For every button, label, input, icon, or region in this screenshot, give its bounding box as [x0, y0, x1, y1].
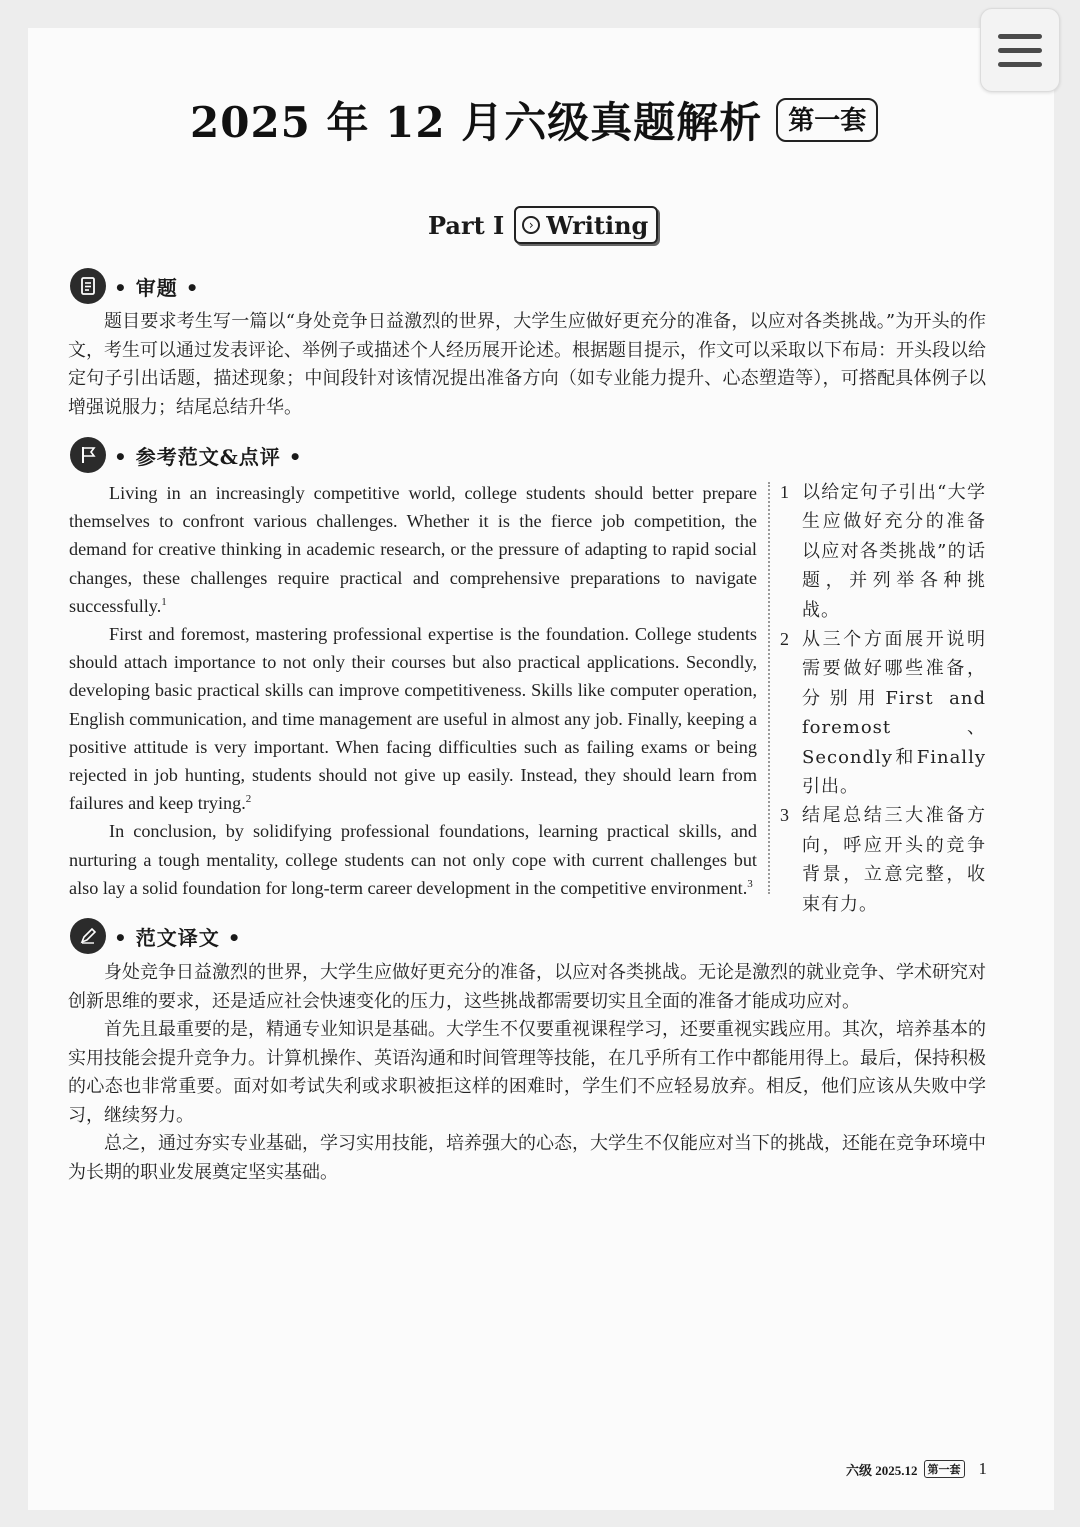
- essay-paragraph-text: Living in an increasingly competitive world, college students should better prepare themselves to confront various challenges. Whether it is the fierce job competition, the demand for creative thinking in academic research, or the pressure of adapting to rapid social changes, these challenges require practical and comprehensive preparations to navigate successfully.: [69, 483, 757, 616]
- note-text: 以给定句子引出“大学生应做好充分的准备以应对各类挑战”的话题，并列举各种挑战。: [802, 482, 986, 621]
- hamburger-menu-icon[interactable]: [980, 8, 1060, 92]
- footer-badge: 第一套: [924, 1460, 965, 1478]
- part-name-box: [514, 206, 658, 244]
- part-label: Part I: [428, 210, 505, 240]
- section-heading-analysis: [70, 268, 200, 304]
- note-ref: 2: [245, 793, 252, 806]
- note-text: 从三个方面展开说明需要做好哪些准备，分别用First and foremost、Secondly和Finally引出。: [802, 629, 986, 798]
- part-name: Writing: [546, 210, 649, 240]
- note-number: 1: [780, 482, 789, 502]
- note-item: [780, 478, 986, 625]
- arrow-right-icon: ›: [522, 216, 540, 234]
- note-item: [780, 625, 986, 801]
- analysis-paragraph: 题目要求考生写一篇以“身处竞争日益激烈的世界，大学生应做好更充分的准备，以应对各类挑战。”为开头的作文，考生可以通过发表评论、举例子或描述个人经历展开论述。根据题目提示，作文可以采取以下布局：开头段以给定句子引出话题，描述现象；中间段针对该情况提出准备方向（如专业能力提升、心态塑造等），可搭配具体例子以增强说服力；结尾总结升华。: [68, 311, 986, 418]
- section-label: • 范文译文 •: [114, 925, 242, 950]
- note-text: 结尾总结三大准备方向，呼应开头的竞争背景，立意完整，收束有力。: [802, 805, 986, 915]
- set-badge: 第一套: [776, 98, 878, 142]
- section-heading-translation: [70, 918, 242, 954]
- translation-paragraph: 首先且最重要的是，精通专业知识是基础。大学生不仅要重视课程学习，还要重视实践应用。其次，培养基本的实用技能会提升竞争力。计算机操作、英语沟通和时间管理等技能，在几乎所有工作中都能用得上。最后，保持积极的心态也非常重要。面对如考试失利或求职被拒这样的困难时，学生们不应轻易放弃。相反，他们应该从失败中学习，继续努力。: [68, 1019, 986, 1126]
- page-title: [190, 90, 878, 150]
- column-divider: [768, 482, 770, 894]
- note-ref: 1: [161, 595, 167, 608]
- essay-paragraph: [69, 620, 757, 817]
- document-icon: [70, 268, 106, 304]
- commentary-notes: [780, 478, 986, 919]
- title-text: 2025 年 12 月六级真题解析: [190, 98, 763, 147]
- note-number: 3: [780, 805, 789, 826]
- page-number: 1: [978, 1459, 987, 1478]
- translation-text: [68, 959, 986, 1187]
- pen-icon: [70, 918, 106, 954]
- note-ref: 3: [747, 877, 753, 890]
- note-number: 2: [780, 629, 789, 650]
- note-item: [780, 801, 986, 919]
- essay-paragraph-text: In conclusion, by solidifying professional foundations, learning practical skills, and nurturing a tough mentality, college students can not only cope with current challenges but also lay a solid foundation for long-term career development in the competitive environment.: [69, 821, 757, 898]
- footer-text: 六级 2025.12: [845, 1462, 918, 1478]
- flag-icon: [70, 437, 106, 473]
- essay-paragraph: [69, 817, 757, 902]
- essay-paragraph: [69, 479, 757, 620]
- sample-essay: [69, 479, 757, 902]
- translation-paragraph: 身处竞争日益激烈的世界，大学生应做好更充分的准备，以应对各类挑战。无论是激烈的就业竞争、学术研究对创新思维的要求，还是适应社会快速变化的压力，这些挑战都需要切实且全面的准备才能成功应对。: [68, 962, 986, 1012]
- section-heading-sample: [70, 437, 303, 473]
- section-label: • 审题 •: [114, 275, 200, 300]
- essay-paragraph-text: First and foremost, mastering professional expertise is the foundation. College students should attach importance to not only their courses but also practical applications. Secondly, developing basic practical skills can improve competitiveness. Skills like computer operation, English communication, and time management are useful in almost any job. Finally, keeping a positive attitude is very important. When facing difficulties such as failing exams or being rejected in job hunting, students should not give up easily. Instead, they should learn from failures and keep trying.: [69, 624, 757, 814]
- page-footer: [846, 1459, 987, 1479]
- analysis-text: [68, 308, 986, 422]
- section-label: • 参考范文&点评 •: [114, 444, 303, 469]
- part-heading: [428, 206, 658, 244]
- translation-paragraph: 总之，通过夯实专业基础，学习实用技能，培养强大的心态，大学生不仅能应对当下的挑战，还能在竞争环境中为长期的职业发展奠定坚实基础。: [68, 1133, 986, 1183]
